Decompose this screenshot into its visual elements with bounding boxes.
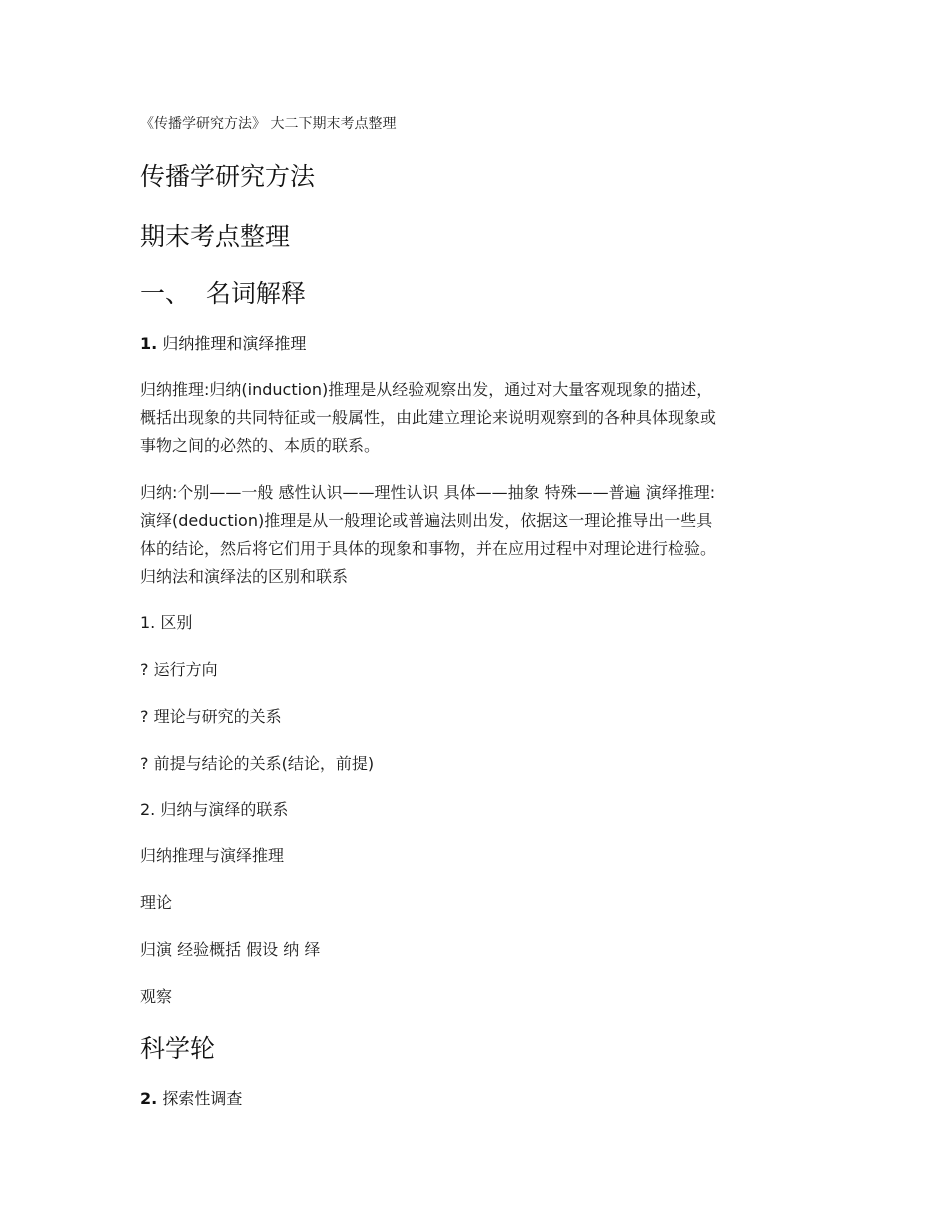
item-heading-2 [140,1091,242,1107]
paragraph-line: 概括出现象的共同特征或一般属性，由此建立理论来说明观察到的各种具体现象或 [140,408,717,427]
list-item: ? 运行方向 [140,660,218,679]
paragraph-line: 事物之间的必然的、本质的联系。 [140,436,381,455]
paragraph-line: 归纳法和演绎法的区别和联系 [140,567,349,586]
paragraph-line: 归演 经验概括 假设 纳 绎 [140,940,321,959]
item-number: 2. [140,1089,158,1108]
item-title: 归纳推理和演绎推理 [162,334,307,353]
list-item: ? 前提与结论的关系(结论，前提) [140,754,375,773]
item-number: 1. [140,334,158,353]
science-wheel-heading: 科学轮 [140,1034,216,1063]
item-heading-1 [140,336,306,352]
paragraph-line: 演绎(deduction)推理是从一般理论或普遍法则出发，依据这一理论推导出一些具 [140,511,713,530]
paragraph-line: 归纳:个别——一般 感性认识——理性认识 具体——抽象 特殊——普遍 演绎推理: [140,483,716,502]
document-title: 传播学研究方法 [140,162,316,191]
paragraph-line: 体的结论，然后将它们用于具体的现象和事物，并在应用过程中对理论进行检验。 [140,539,717,558]
connection-heading: 2. 归纳与演绎的联系 [140,800,289,819]
list-item: ? 理论与研究的关系 [140,707,282,726]
paragraph-line: 归纳推理:归纳(induction)推理是从经验观察出发，通过对大量客观现象的描述， [140,380,713,399]
document-subtitle: 期末考点整理 [140,222,291,251]
document-header: 《传播学研究方法》 大二下期末考点整理 [140,116,397,132]
paragraph-line: 归纳推理与演绎推理 [140,846,285,865]
paragraph-line: 理论 [140,893,173,912]
paragraph-line: 观察 [140,987,173,1006]
difference-heading: 1. 区别 [140,613,193,632]
section-heading-one: 一、 名词解释 [140,279,306,308]
item-title: 探索性调查 [162,1089,243,1108]
